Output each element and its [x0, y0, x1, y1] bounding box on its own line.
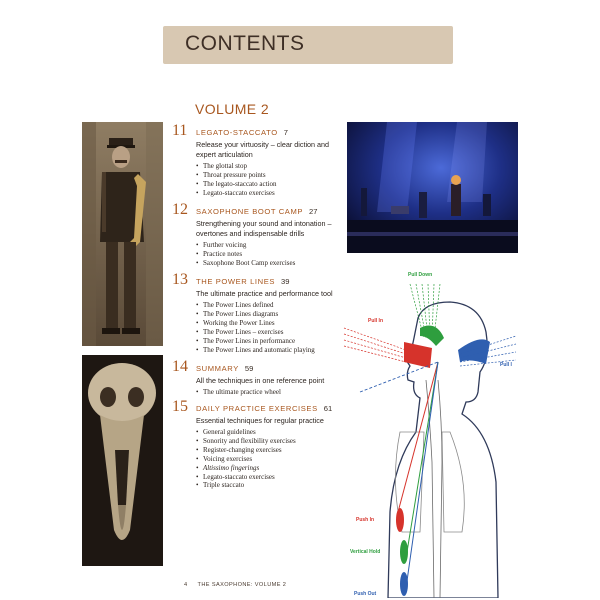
chapter-items — [196, 241, 347, 268]
chapter-page: 7 — [283, 128, 288, 137]
chapter-description: Release your virtuosity – clear diction and expert articulation — [196, 140, 330, 159]
list-item: • Working the Power Lines — [196, 319, 347, 328]
list-item: • The ultimate practice wheel — [196, 388, 347, 397]
chapter-title[interactable]: SAXOPHONE BOOT CAMP — [196, 207, 304, 216]
concert-photo — [347, 122, 518, 253]
chapter-page: 61 — [323, 404, 333, 413]
chapter-page: 39 — [281, 277, 290, 286]
page-number: 4 — [184, 582, 188, 588]
power-lines-diagram — [340, 262, 520, 598]
chapter-title[interactable]: DAILY PRACTICE EXERCISES — [196, 404, 318, 413]
page-footer — [184, 582, 286, 588]
chapter-11[interactable] — [172, 122, 347, 198]
list-item: • Altissimo fingerings — [196, 464, 347, 473]
list-item: • The legato-staccato action — [196, 180, 347, 189]
label-pull-right: Pull I — [500, 362, 512, 368]
list-item: • The glottal stop — [196, 162, 347, 171]
chapter-title[interactable]: THE POWER LINES — [196, 277, 276, 286]
chapter-number: 11 — [172, 122, 188, 139]
list-item: • Throat pressure points — [196, 171, 347, 180]
list-item: • The Power Lines defined — [196, 301, 347, 310]
chapter-description: All the techniques in one reference point — [196, 376, 325, 385]
label-pull-down: Pull Down — [408, 272, 433, 278]
chapter-title[interactable]: LEGATO-STACCATO — [196, 128, 278, 137]
list-item: • Voicing exercises — [196, 455, 347, 464]
label-push-out: Push Out — [354, 591, 377, 597]
list-item: • Saxophone Boot Camp exercises — [196, 259, 347, 268]
book-title: THE SAXOPHONE: VOLUME 2 — [197, 582, 287, 588]
contents-banner — [163, 26, 453, 64]
list-item: • Legato-staccato exercises — [196, 189, 347, 198]
list-item: • General guidelines — [196, 428, 347, 437]
soldier-photo — [82, 122, 163, 346]
skull-photo — [82, 355, 163, 566]
chapter-12[interactable] — [172, 201, 347, 268]
label-push-in: Push In — [356, 517, 375, 523]
chapter-description: Strengthening your sound and intonation – overtones and indispensable drills — [196, 219, 332, 238]
volume-heading: VOLUME 2 — [195, 101, 269, 117]
list-item: • The Power Lines in performance — [196, 337, 347, 346]
chapter-15[interactable] — [172, 398, 347, 490]
chapter-14[interactable] — [172, 358, 347, 397]
chapter-13[interactable] — [172, 271, 347, 354]
list-item: • Sonority and flexibility exercises — [196, 437, 347, 446]
chapter-items — [196, 301, 347, 354]
label-vertical-hold: Vertical Hold — [350, 549, 381, 555]
chapter-description: The ultimate practice and performance tool — [196, 289, 333, 298]
list-item: • The Power Lines and automatic playing — [196, 346, 347, 355]
list-item: • The Power Lines diagrams — [196, 310, 347, 319]
chapter-title[interactable]: SUMMARY — [196, 364, 239, 373]
page-title: CONTENTS — [185, 32, 305, 55]
chapter-items — [196, 388, 347, 397]
chapter-items — [196, 428, 347, 490]
chapter-number: 15 — [172, 398, 188, 415]
chapter-number: 14 — [172, 358, 188, 375]
list-item: • The Power Lines – exercises — [196, 328, 347, 337]
chapter-items — [196, 162, 347, 198]
chapter-page: 27 — [309, 207, 318, 216]
list-item: • Practice notes — [196, 250, 347, 259]
chapter-page: 59 — [244, 364, 254, 373]
chapter-number: 13 — [172, 271, 188, 288]
chapter-description: Essential techniques for regular practice — [196, 416, 324, 425]
list-item: • Legato-staccato exercises — [196, 473, 347, 482]
chapter-number: 12 — [172, 201, 188, 218]
list-item: • Triple staccato — [196, 481, 347, 490]
label-pull-in: Pull In — [368, 318, 383, 324]
list-item: • Register-changing exercises — [196, 446, 347, 455]
list-item: • Further voicing — [196, 241, 347, 250]
